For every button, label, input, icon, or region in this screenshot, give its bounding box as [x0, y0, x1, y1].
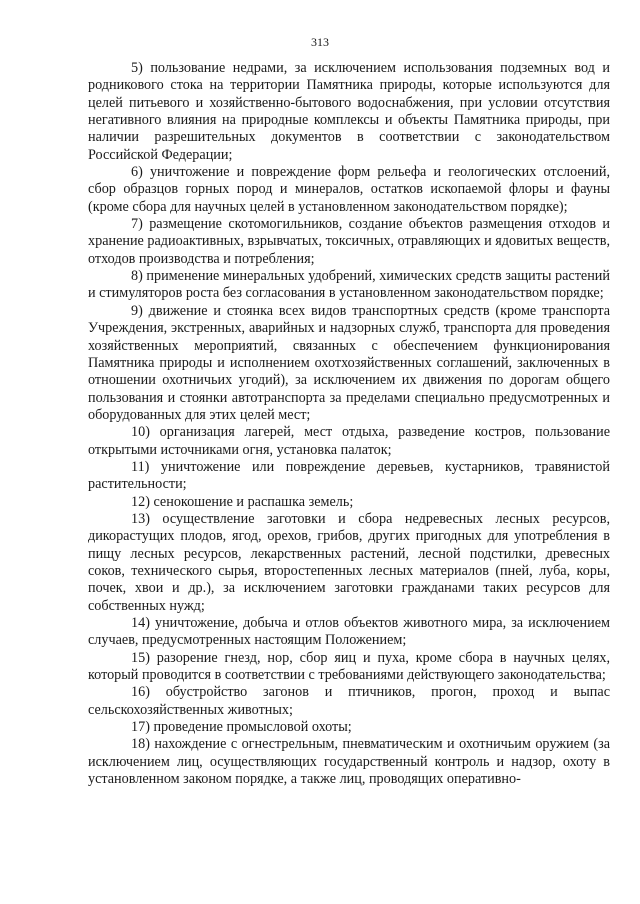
- paragraph-item-5: 5) пользование недрами, за исключением использования подземных вод и родникового стока на территории Памятника природы, которые используются для целей питьевого и хозяйственно-бытового водоснабжения, при условии отсутствия негативного влияния на природные комплексы и объекты Памятника природы, при наличии разрешительных документов в соответствии с законодательством Российской Федерации;: [88, 60, 610, 163]
- paragraph-item-18: 18) нахождение с огнестрельным, пневматическим и охотничьим оружием (за исключением лиц, осуществляющих государственный контроль и надзор, охоту в установленном законом порядке, а также лиц, проводящих оперативно-: [88, 736, 610, 788]
- paragraph-item-7: 7) размещение скотомогильников, создание объектов размещения отходов и хранение радиоактивных, взрывчатых, токсичных, отравляющих и ядовитых веществ, отходов производства и потребления;: [88, 216, 610, 267]
- paragraph-item-12: 12) сенокошение и распашка земель;: [131, 493, 354, 510]
- paragraph-item-17: 17) проведение промысловой охоты;: [131, 719, 352, 736]
- paragraph-item-16: 16) обустройство загонов и птичников, прогон, проход и выпас сельскохозяйственных животных;: [88, 684, 610, 718]
- page-number: 313: [311, 35, 329, 49]
- paragraph-item-13: 13) осуществление заготовки и сбора недревесных лесных ресурсов, дикорастущих плодов, ягод, орехов, грибов, других пригодных для употребления в пищу лесных ресурсов, лекарственных растений, лесной подстилки, древесных соков, технического сырья, второстепенных лесных материалов (пней, луба, коры, почек, хвои и др.), за исключением заготовки гражданами таких ресурсов для собственных нужд;: [88, 510, 610, 614]
- document-body: [88, 60, 610, 788]
- paragraph-item-14: 14) уничтожение, добыча и отлов объектов животного мира, за исключением случаев, предусмотренных настоящим Положением;: [88, 615, 610, 649]
- paragraph-item-9: 9) движение и стоянка всех видов транспортных средств (кроме транспорта Учреждения, экстренных, аварийных и надзорных служб, транспорта для проведения хозяйственных мероприятий, связанных с обеспечением функционирования Памятника природы и исполнением охотхозяйственных соглашений, заключенных в отношении охотничьих угодий), за исключением их движения по дорогам общего пользования и стоянки автотранспорта за пределами специально предусмотренных и оборудованных для этих целей мест;: [88, 302, 610, 423]
- paragraph-item-8: 8) применение минеральных удобрений, химических средств защиты растений и стимуляторов роста без согласования в установленном законодательством порядке;: [88, 268, 610, 302]
- paragraph-item-15: 15) разорение гнезд, нор, сбор яиц и пуха, кроме сбора в научных целях, который проводится в соответствии с требованиями действующего законодательства;: [88, 649, 610, 684]
- paragraph-item-10: 10) организация лагерей, мест отдыха, разведение костров, пользование открытыми источниками огня, установка палаток;: [88, 424, 610, 458]
- paragraph-item-6: 6) уничтожение и повреждение форм рельефа и геологических отслоений, сбор образцов горных пород и минералов, остатков ископаемой флоры и фауны (кроме сбора для научных целей в установленном законодательством порядке);: [88, 164, 610, 215]
- paragraph-item-11: 11) уничтожение или повреждение деревьев, кустарников, травянистой растительности;: [88, 458, 610, 493]
